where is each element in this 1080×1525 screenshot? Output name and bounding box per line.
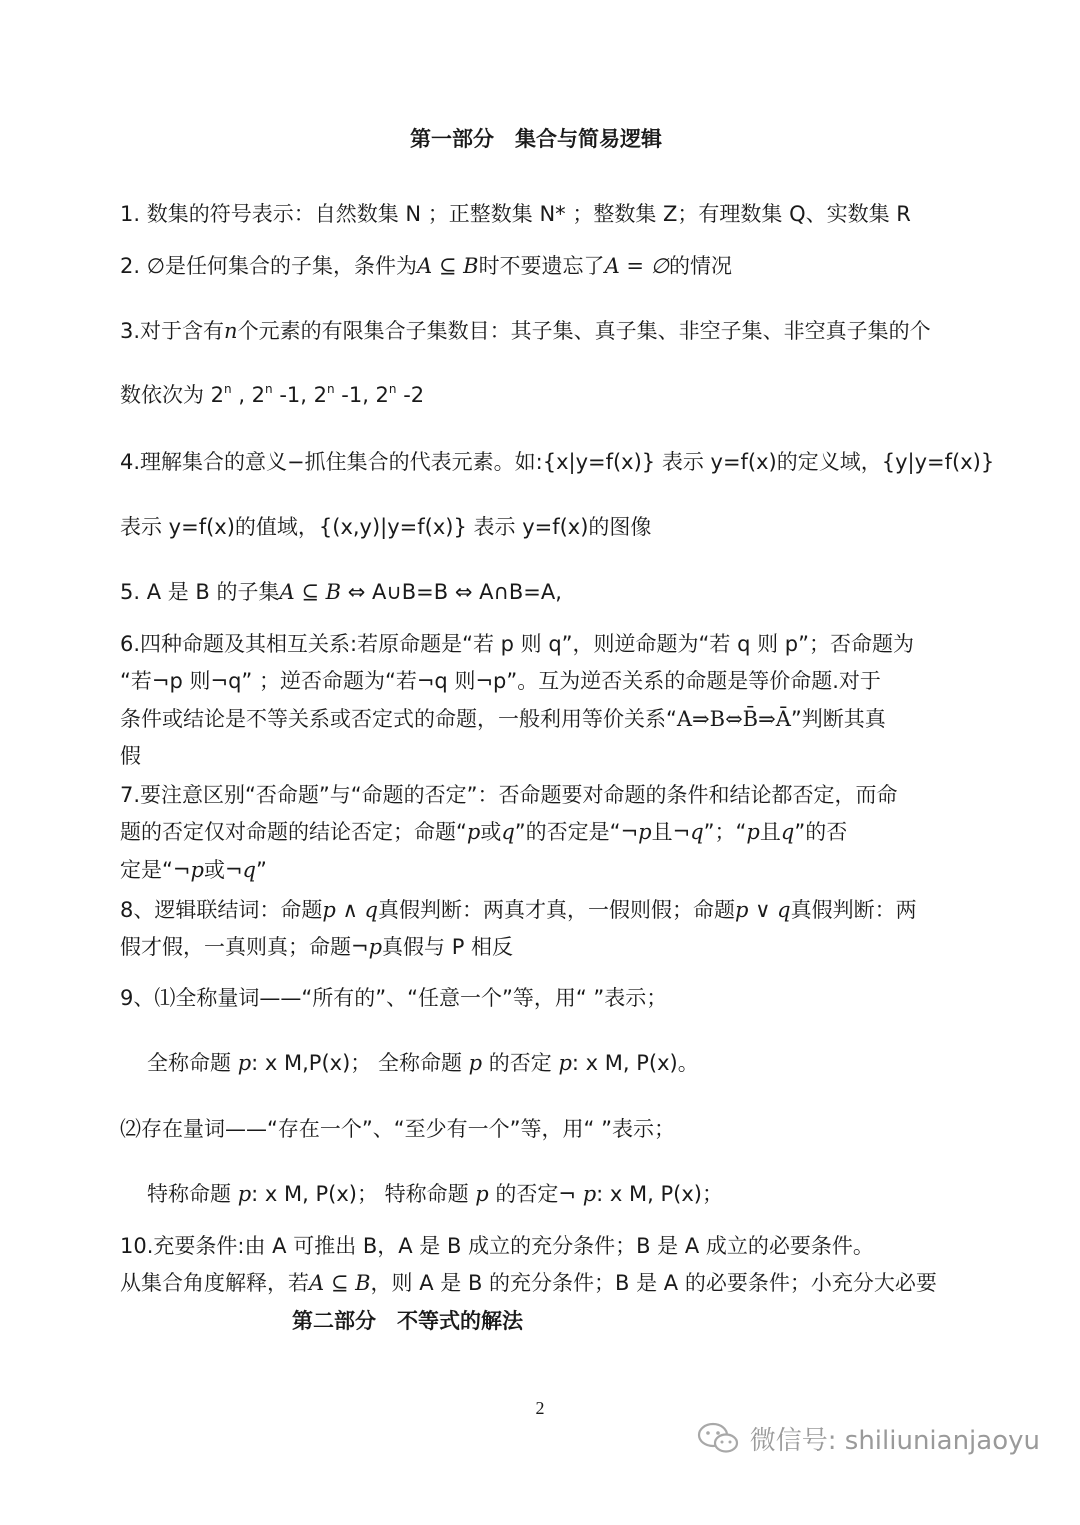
item-2: 2. ∅是任何集合的子集，条件为A ⊆ B时不要遗忘了A = ∅的情况 (120, 254, 732, 278)
item-6-line-3: 条件或结论是不等关系或否定式的命题，一般利用等价关系“A⇒B⇔B̄⇒Ā”判断其真 (120, 707, 886, 731)
wechat-icon (696, 1421, 740, 1455)
item-4-line-1: 4.理解集合的意义−抓住集合的代表元素。如:{x|y=f(x)} 表示 y=f(x)的定义域，{y|y=f(x)} (120, 450, 995, 474)
item-3-line-2: 数依次为 2$^n$ , 2$^n$ -1, 2$^n$ -1, 2$^n$ -2 (120, 382, 425, 407)
item-5: 5. A 是 B 的子集A ⊆ B ⇔ A∪B=B ⇔ A∩B=A, (120, 580, 562, 604)
item-8-line-1: 8、逻辑联结词：命题p ∧ q真假判断：两真才真，一假则假；命题p ∨ q真假判断：两 (120, 898, 917, 922)
page-number: 2 (535, 1398, 545, 1418)
item-9-line-2: 全称命题 p: x M,P(x)； 全称命题 p 的否定 p: x M, P(x)。 (147, 1051, 699, 1075)
item-6-line-1: 6.四种命题及其相互关系:若原命题是“若 p 则 q”，则逆命题为“若 q 则 p”；否命题为 (120, 632, 914, 656)
section-title-1: 第一部分 集合与简易逻辑 (410, 127, 662, 151)
item-7-line-1: 7.要注意区别“否命题”与“命题的否定”：否命题要对命题的条件和结论都否定，而命 (120, 783, 898, 807)
item-3-line-1: 3.对于含有n个元素的有限集合子集数目：其子集、真子集、非空子集、非空真子集的个 (120, 319, 931, 343)
item-6-line-4: 假 (120, 744, 141, 768)
section-title-2: 第二部分 不等式的解法 (292, 1309, 523, 1333)
item-4-line-2: 表示 y=f(x)的值域，{(x,y)|y=f(x)} 表示 y=f(x)的图像 (120, 515, 652, 539)
item-7-line-2: 题的否定仅对命题的结论否定；命题“p或q”的否定是“¬p且¬q”；“p且q”的否 (120, 820, 848, 844)
item-9-line-3: ⑵存在量词——“存在一个”、“至少有一个”等，用“ ”表示； (120, 1117, 675, 1141)
item-10-line-1: 10.充要条件:由 A 可推出 B，A 是 B 成立的充分条件；B 是 A 成立的必要条件。 (120, 1234, 874, 1258)
watermark (696, 1418, 1040, 1458)
item-10-line-2: 从集合角度解释，若A ⊆ B，则 A 是 B 的充分条件；B 是 A 的必要条件；小充分大必要 (120, 1271, 937, 1295)
item-9-line-1: 9、⑴全称量词——“所有的”、“任意一个”等，用“ ”表示； (120, 986, 668, 1010)
item-6-line-2: “若¬p 则¬q” ；逆否命题为“若¬q 则¬p”。互为逆否关系的命题是等价命题.对于 (120, 669, 881, 693)
item-9-line-4: 特称命题 p: x M, P(x)； 特称命题 p 的否定¬ p: x M, P(x)； (147, 1182, 723, 1206)
item-1: 1. 数集的符号表示：自然数集 N ；正整数集 N* ；整数集 Z；有理数集 Q、实数集 R (120, 202, 911, 226)
item-7-line-3: 定是“¬p或¬q” (120, 858, 267, 882)
item-8-line-2: 假才假，一真则真；命题¬p真假与 P 相反 (120, 935, 514, 959)
watermark-text: 微信号: shiliunianjaoyu (749, 1425, 1040, 1456)
